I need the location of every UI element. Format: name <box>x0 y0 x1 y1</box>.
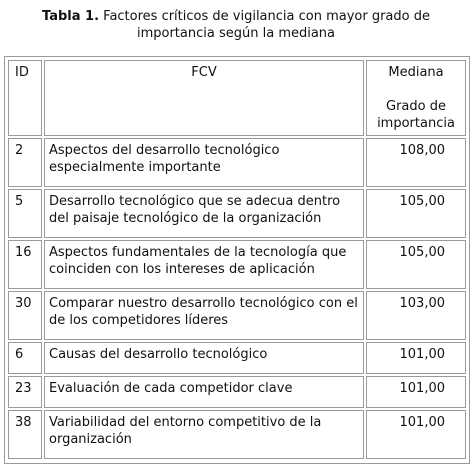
row-fcv: Aspectos fundamentales de la tecnología que coinciden con los intereses de aplicación <box>44 240 364 289</box>
table-caption <box>10 8 462 42</box>
row-median: 103,00 <box>366 291 466 340</box>
header-median-sub: Grado de importancia <box>377 99 455 131</box>
table-row <box>8 138 466 187</box>
table-header-row <box>8 60 466 136</box>
row-id: 16 <box>8 240 42 289</box>
row-median: 101,00 <box>366 376 466 408</box>
row-median: 101,00 <box>366 342 466 374</box>
table-row <box>8 410 466 459</box>
row-fcv: Evaluación de cada competidor clave <box>44 376 364 408</box>
row-id: 30 <box>8 291 42 340</box>
row-median: 105,00 <box>366 189 466 238</box>
row-id: 23 <box>8 376 42 408</box>
header-fcv: FCV <box>44 60 364 136</box>
row-median: 108,00 <box>366 138 466 187</box>
row-id: 6 <box>8 342 42 374</box>
header-median-label: Mediana <box>388 65 444 80</box>
table-row <box>8 291 466 340</box>
row-fcv: Aspectos del desarrollo tecnológico especialmente importante <box>44 138 364 187</box>
row-fcv: Causas del desarrollo tecnológico <box>44 342 364 374</box>
row-median: 105,00 <box>366 240 466 289</box>
caption-label: Tabla 1. <box>42 9 100 24</box>
row-median: 101,00 <box>366 410 466 459</box>
table-row <box>8 342 466 374</box>
row-id: 38 <box>8 410 42 459</box>
caption-text: Factores críticos de vigilancia con mayor grado de importancia según la mediana <box>103 9 430 41</box>
table-row <box>8 376 466 408</box>
header-id: ID <box>8 60 42 136</box>
row-id: 5 <box>8 189 42 238</box>
table-row <box>8 189 466 238</box>
table-row <box>8 240 466 289</box>
row-id: 2 <box>8 138 42 187</box>
row-fcv: Comparar nuestro desarrollo tecnológico con el de los competidores líderes <box>44 291 364 340</box>
table-frame <box>4 56 470 464</box>
critical-factors-table <box>6 58 468 461</box>
header-median <box>366 60 466 136</box>
row-fcv: Desarrollo tecnológico que se adecua dentro del paisaje tecnológico de la organización <box>44 189 364 238</box>
row-fcv: Variabilidad del entorno competitivo de la organización <box>44 410 364 459</box>
